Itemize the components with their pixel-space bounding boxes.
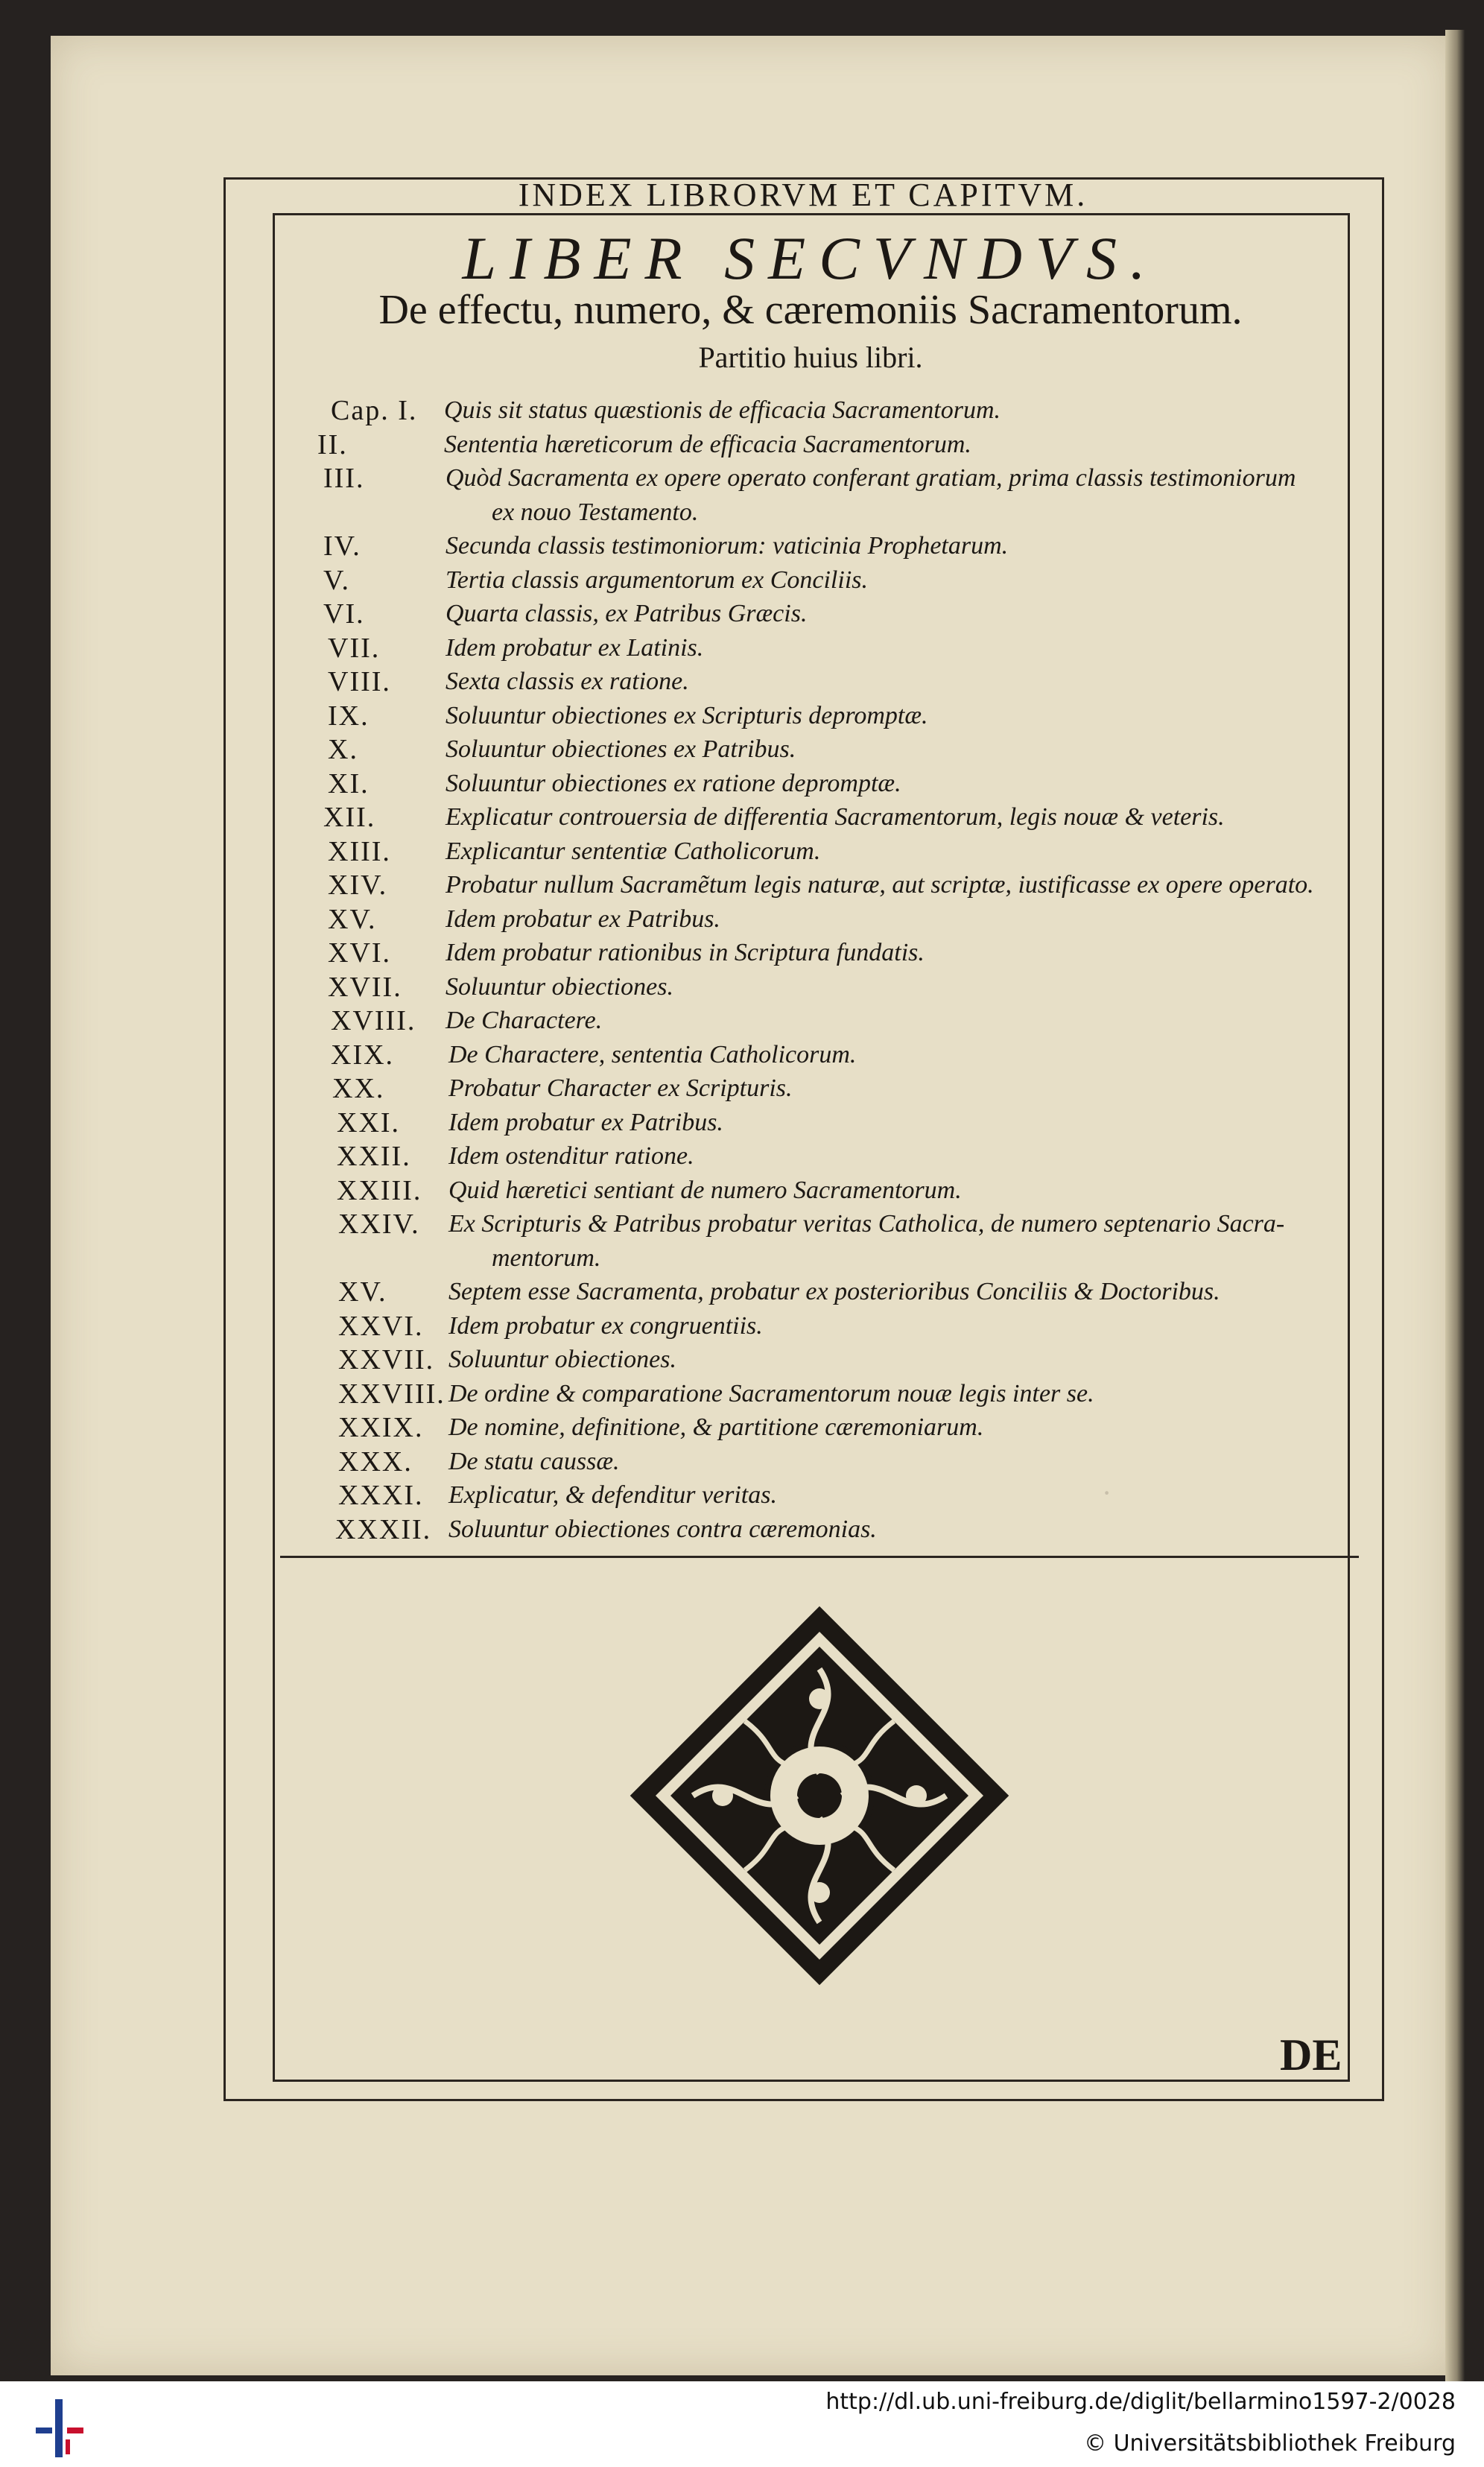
- chapter-row-continuation: [249, 495, 1366, 530]
- chapter-row: [249, 1275, 1366, 1309]
- chapter-row: [249, 1410, 1366, 1445]
- chapter-number: XIX.: [331, 1039, 395, 1071]
- chapter-number: XXI.: [337, 1106, 401, 1139]
- chapter-title: Quòd Sacramenta ex opere operato conferant gratiam, prima classis testimoniorum: [445, 464, 1296, 492]
- chapter-row: [249, 631, 1366, 665]
- chapter-title: Tertia classis argumentorum ex Conciliis.: [445, 566, 868, 594]
- chapter-title: Idem probatur ex Latinis.: [445, 633, 704, 662]
- chapter-row: [249, 1513, 1366, 1547]
- chapter-row: [249, 1071, 1366, 1106]
- chapter-number: XIV.: [328, 870, 388, 901]
- chapter-number: XXIII.: [337, 1174, 422, 1206]
- chapter-title: Quarta classis, ex Patribus Græcis.: [445, 600, 808, 627]
- chapter-number: XVIII.: [331, 1005, 416, 1036]
- chapter-title: De ordine & comparatione Sacramentorum nouæ legis inter se.: [448, 1379, 1094, 1407]
- chapter-row-continuation: [249, 1241, 1366, 1276]
- chapter-number: Cap. I.: [331, 395, 418, 426]
- chapter-number: XXXII.: [335, 1513, 432, 1545]
- chapter-title: De statu caussæ.: [448, 1447, 620, 1475]
- chapter-row: [249, 529, 1366, 563]
- library-logo-icon: [30, 2395, 97, 2460]
- source-url[interactable]: http://dl.ub.uni-freiburg.de/diglit/bellarmino1597-2/0028: [825, 2389, 1456, 2415]
- chapter-row: [249, 1174, 1366, 1208]
- chapter-title: Septem esse Sacramenta, probatur ex posterioribus Conciliis & Doctoribus.: [448, 1278, 1220, 1305]
- chapter-number: V.: [323, 564, 351, 596]
- chapter-number: XXVI.: [338, 1310, 424, 1342]
- chapter-number: XV.: [328, 903, 377, 935]
- chapter-title: Ex Scripturis & Patribus probatur veritas Catholica, de numero septenario Sacra-: [448, 1210, 1285, 1238]
- chapter-number: XII.: [323, 802, 376, 833]
- chapter-row: [249, 868, 1366, 902]
- copyright-notice: © Universitätsbibliothek Freiburg: [1084, 2430, 1456, 2457]
- chapter-row: [249, 800, 1366, 835]
- chapter-title: Idem probatur ex congruentiis.: [448, 1311, 763, 1340]
- chapter-title: Probatur nullum Sacramẽtum legis naturæ, aut scriptæ, iustificasse ex opere operato.: [445, 871, 1314, 899]
- chapter-title: Probatur Character ex Scripturis.: [448, 1074, 793, 1102]
- chapter-title: Soluuntur obiectiones ex Scripturis depromptæ.: [445, 701, 928, 729]
- chapter-row: [249, 1445, 1366, 1479]
- chapter-title: Explicantur sententiæ Catholicorum.: [445, 837, 821, 865]
- chapter-title: Soluuntur obiectiones ex Patribus.: [445, 735, 796, 763]
- chapter-title: Idem ostenditur ratione.: [448, 1142, 694, 1170]
- chapter-title: De Charactere, sententia Catholicorum.: [448, 1040, 857, 1068]
- chapter-title: Idem probatur rationibus in Scriptura fundatis.: [445, 939, 925, 966]
- bleed-through: ·: [1103, 1476, 1110, 1510]
- chapter-number: XXII.: [337, 1141, 411, 1172]
- chapter-number: VII.: [328, 632, 381, 664]
- chapter-number: IV.: [323, 531, 361, 562]
- chapter-number: XXVII.: [338, 1344, 435, 1375]
- chapter-title: Sententia hæreticorum de efficacia Sacramentorum.: [444, 430, 971, 458]
- chapter-number: II.: [317, 428, 348, 460]
- running-title: INDEX LIBRORVM ET CAPITVM.: [518, 177, 1088, 213]
- chapter-title: Quid hæretici sentiant de numero Sacramentorum.: [448, 1176, 962, 1204]
- chapter-row: [249, 835, 1366, 869]
- chapter-title: Idem probatur ex Patribus.: [448, 1108, 723, 1136]
- chapter-row: [249, 597, 1366, 631]
- chapter-row: [249, 1343, 1366, 1377]
- partitio-heading: Partitio huius libri.: [698, 341, 923, 374]
- chapter-number: XXIV.: [338, 1209, 420, 1240]
- chapter-title: Soluuntur obiectiones ex ratione depromptæ.: [445, 769, 901, 797]
- chapter-row: [249, 936, 1366, 970]
- chapter-number: XXXI.: [338, 1480, 424, 1511]
- chapter-title: Quis sit status quæstionis de efficacia Sacramentorum.: [444, 396, 1001, 424]
- chapter-row: [249, 1106, 1366, 1140]
- chapter-row: [249, 1377, 1366, 1411]
- chapter-title: De nomine, definitione, & partitione cæremoniarum.: [448, 1413, 984, 1441]
- chapter-row: [249, 1038, 1366, 1072]
- chapter-row: [249, 699, 1366, 733]
- chapter-row: [249, 393, 1366, 428]
- chapter-row: [249, 428, 1366, 462]
- ornament-icon: [626, 1602, 1013, 1989]
- chapter-number: XI.: [328, 767, 370, 799]
- chapter-title: De Charactere.: [445, 1007, 603, 1034]
- chapter-title-continuation: mentorum.: [492, 1244, 601, 1272]
- chapter-row: [249, 1478, 1366, 1513]
- chapter-number: XVII.: [328, 971, 402, 1003]
- chapter-title: Soluuntur obiectiones contra cæremonias.: [448, 1515, 877, 1543]
- chapter-number: XX.: [332, 1073, 385, 1104]
- chapter-row: [249, 767, 1366, 801]
- chapter-title: Explicatur, & defenditur veritas.: [448, 1481, 777, 1509]
- chapter-row: [249, 1309, 1366, 1343]
- chapter-number: III.: [323, 463, 365, 494]
- book-title: LIBER SECVNDVS.: [462, 224, 1159, 292]
- book-subtitle: De effectu, numero, & cæremoniis Sacramentorum.: [378, 287, 1243, 333]
- chapter-row: [249, 665, 1366, 699]
- chapter-title: Explicatur controuersia de differentia Sacramentorum, legis nouæ & veteris.: [445, 803, 1225, 831]
- chapter-title: Secunda classis testimoniorum: vaticinia Prophetarum.: [445, 532, 1009, 560]
- chapter-row: [249, 461, 1366, 495]
- chapter-number: VIII.: [328, 666, 391, 697]
- chapter-row: [249, 1139, 1366, 1174]
- chapter-title: Idem probatur ex Patribus.: [445, 905, 720, 933]
- chapter-number: X.: [328, 734, 358, 765]
- chapter-title: Soluuntur obiectiones.: [448, 1346, 676, 1373]
- chapter-number: IX.: [328, 700, 370, 732]
- chapter-row: [249, 732, 1366, 767]
- chapter-title: Sexta classis ex ratione.: [445, 668, 689, 695]
- chapter-row: [249, 1207, 1366, 1241]
- chapter-row: [249, 970, 1366, 1004]
- chapter-row: [249, 1004, 1366, 1038]
- chapter-row: [249, 563, 1366, 598]
- catchword: DE: [1280, 2030, 1342, 2080]
- chapter-number: XVI.: [328, 937, 392, 969]
- chapter-number: XXIX.: [338, 1412, 424, 1443]
- chapter-title-continuation: ex nouo Testamento.: [492, 498, 699, 526]
- chapter-title: Soluuntur obiectiones.: [445, 972, 673, 1001]
- chapter-number: XV.: [338, 1276, 387, 1308]
- chapter-number: XXX.: [338, 1445, 413, 1478]
- chapter-row: [249, 902, 1366, 937]
- chapter-number: VI.: [323, 598, 365, 630]
- divider-rule: [280, 1556, 1359, 1558]
- chapter-number: XXVIII.: [338, 1378, 445, 1410]
- chapter-number: XIII.: [328, 835, 391, 867]
